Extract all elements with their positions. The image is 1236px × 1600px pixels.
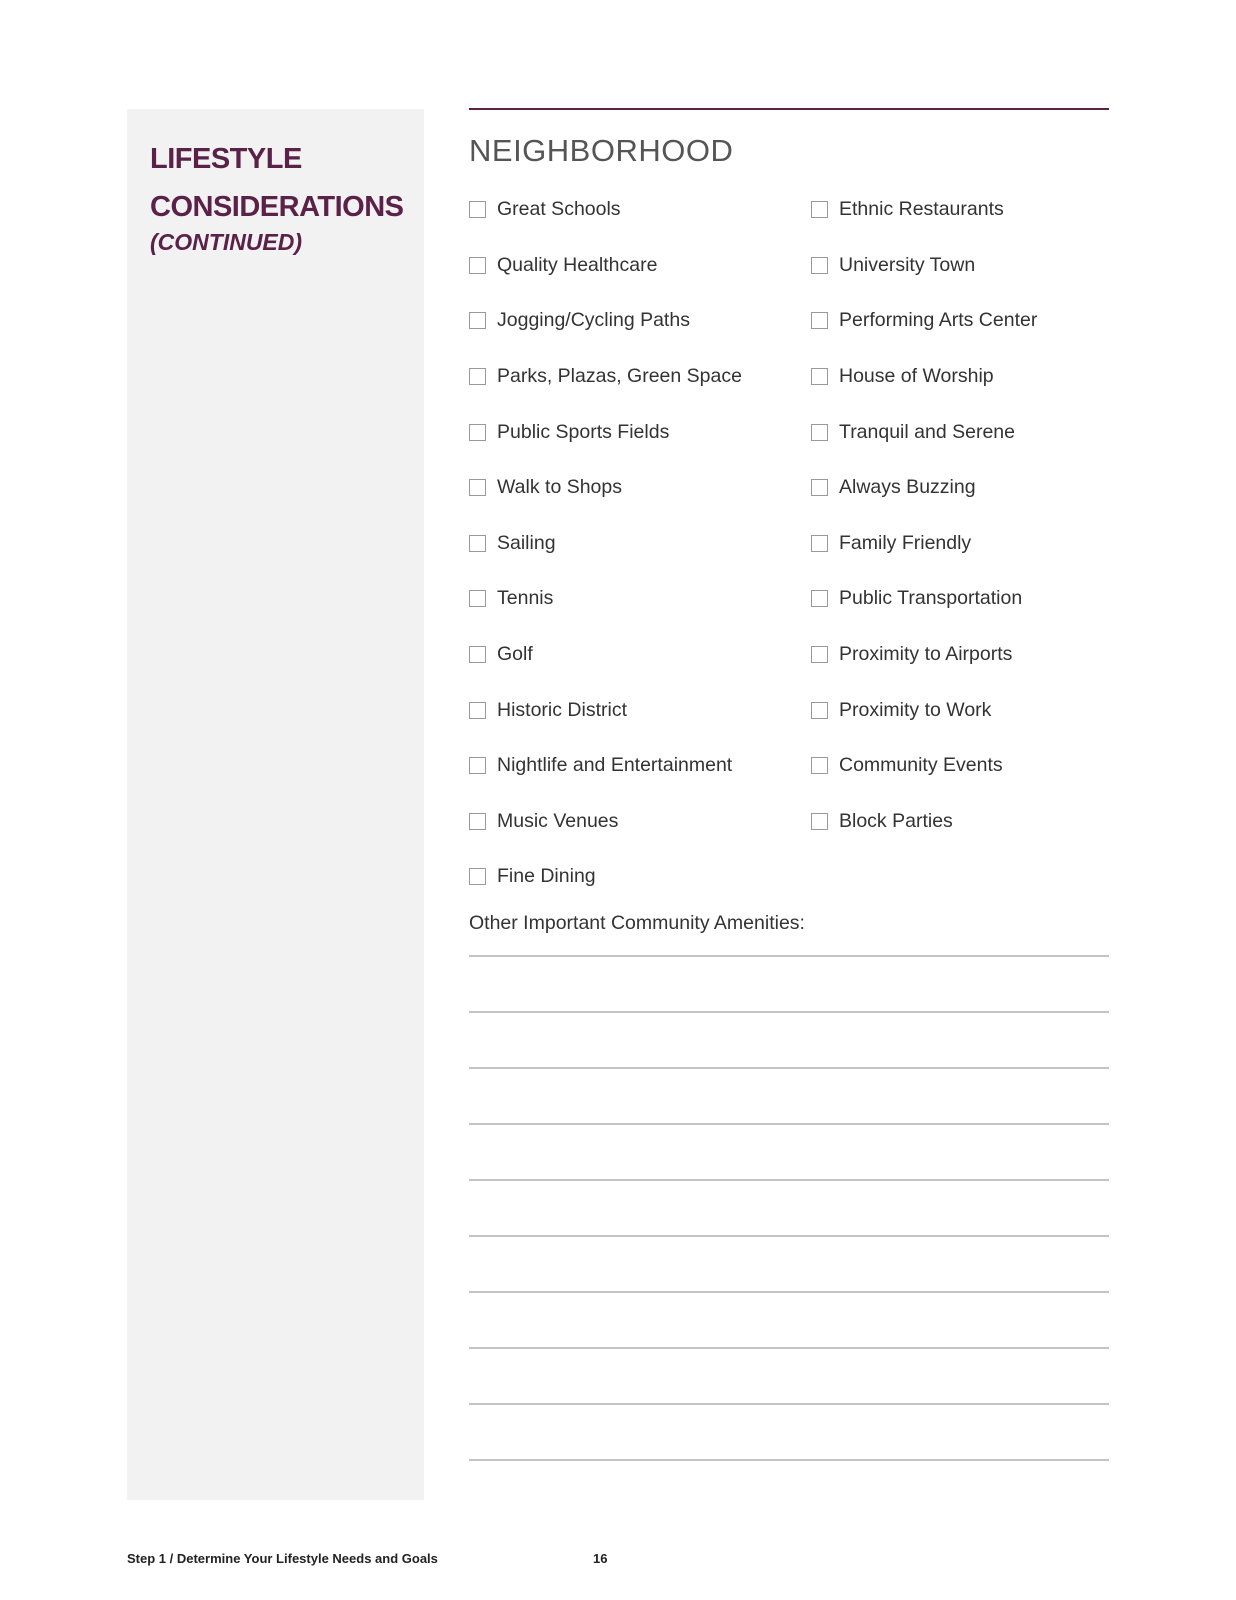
footer-step-label: Step 1 / Determine Your Lifestyle Needs and Goals — [127, 1551, 438, 1566]
checklist-item[interactable] — [469, 190, 799, 246]
sidebar-title — [150, 135, 420, 231]
checklist-item[interactable] — [469, 301, 799, 357]
checkbox-icon[interactable] — [469, 201, 486, 218]
checklist-item-label: Performing Arts Center — [839, 309, 1038, 332]
checklist-item-label: House of Worship — [839, 365, 994, 388]
checkbox-icon[interactable] — [469, 368, 486, 385]
checkbox-icon[interactable] — [811, 424, 828, 441]
section-top-rule — [469, 108, 1109, 110]
checkbox-icon[interactable] — [469, 646, 486, 663]
sidebar-title-line1: LIFESTYLE — [150, 143, 302, 175]
checklist-item[interactable] — [811, 802, 1141, 858]
checkbox-icon[interactable] — [469, 757, 486, 774]
checklist-item-label: Always Buzzing — [839, 476, 976, 499]
write-in-line[interactable] — [469, 1011, 1109, 1013]
checkbox-icon[interactable] — [469, 312, 486, 329]
checklist-item[interactable] — [811, 357, 1141, 413]
checklist-item-label: Community Events — [839, 754, 1003, 777]
checklist-item-label: Fine Dining — [497, 865, 596, 888]
checklist-item[interactable] — [811, 246, 1141, 302]
sidebar-subtitle: (CONTINUED) — [150, 229, 303, 255]
sidebar-title-line2: CONSIDERATIONS — [150, 191, 404, 223]
write-in-line[interactable] — [469, 1179, 1109, 1181]
checklist-item[interactable] — [469, 468, 799, 524]
write-in-line[interactable] — [469, 1403, 1109, 1405]
checkbox-icon[interactable] — [469, 590, 486, 607]
footer-page-number: 16 — [593, 1551, 608, 1566]
checkbox-icon[interactable] — [469, 702, 486, 719]
checklist-item-label: Public Transportation — [839, 587, 1023, 610]
checklist-item[interactable] — [811, 190, 1141, 246]
checklist-item[interactable] — [811, 301, 1141, 357]
checkbox-icon[interactable] — [811, 813, 828, 830]
checkbox-icon[interactable] — [811, 312, 828, 329]
checkbox-icon[interactable] — [811, 257, 828, 274]
checklist-item-label: Proximity to Airports — [839, 643, 1013, 666]
checklist-item[interactable] — [469, 412, 799, 468]
checklist-item[interactable] — [469, 635, 799, 691]
checklist-item-label: Jogging/Cycling Paths — [497, 309, 690, 332]
checklist-item-label: Great Schools — [497, 198, 621, 221]
checklist-item[interactable] — [469, 246, 799, 302]
checkbox-icon[interactable] — [469, 868, 486, 885]
checklist-item-label: Ethnic Restaurants — [839, 198, 1004, 221]
section-title: NEIGHBORHOOD — [469, 133, 734, 168]
checklist-item[interactable] — [469, 357, 799, 413]
checklist-item-label: Public Sports Fields — [497, 420, 670, 443]
write-in-line[interactable] — [469, 1347, 1109, 1349]
checklist-item[interactable] — [469, 857, 799, 913]
checklist-item[interactable] — [811, 635, 1141, 691]
write-in-line[interactable] — [469, 1459, 1109, 1461]
checklist-item-label: Parks, Plazas, Green Space — [497, 365, 742, 388]
checkbox-icon[interactable] — [469, 813, 486, 830]
checklist-item[interactable] — [811, 412, 1141, 468]
checklist-item[interactable] — [469, 524, 799, 580]
checklist-item-label: Tennis — [497, 587, 554, 610]
checklist-item[interactable] — [469, 746, 799, 802]
checkbox-icon[interactable] — [811, 201, 828, 218]
checklist-item-label: Walk to Shops — [497, 476, 622, 499]
checklist-item[interactable] — [811, 468, 1141, 524]
checklist-item[interactable] — [811, 746, 1141, 802]
sidebar-panel — [127, 109, 424, 1500]
checklist-item-label: Quality Healthcare — [497, 253, 658, 276]
write-in-line[interactable] — [469, 1291, 1109, 1293]
other-amenities-label: Other Important Community Amenities: — [469, 912, 805, 934]
checklist-item-label: University Town — [839, 253, 976, 276]
checklist-item-label: Block Parties — [839, 809, 953, 832]
checkbox-icon[interactable] — [469, 257, 486, 274]
write-in-line[interactable] — [469, 1123, 1109, 1125]
checklist-item-label: Music Venues — [497, 809, 619, 832]
checklist-item[interactable] — [469, 690, 799, 746]
checkbox-icon[interactable] — [469, 535, 486, 552]
checklist-item[interactable] — [811, 579, 1141, 635]
checklist-item[interactable] — [811, 690, 1141, 746]
write-in-line[interactable] — [469, 1067, 1109, 1069]
checklist-right-column — [811, 190, 1141, 857]
checkbox-icon[interactable] — [469, 479, 486, 496]
write-in-line[interactable] — [469, 1235, 1109, 1237]
checkbox-icon[interactable] — [811, 535, 828, 552]
checkbox-icon[interactable] — [811, 646, 828, 663]
checklist-item-label: Sailing — [497, 531, 556, 554]
checkbox-icon[interactable] — [811, 590, 828, 607]
checklist-item-label: Nightlife and Entertainment — [497, 754, 733, 777]
checkbox-icon[interactable] — [469, 424, 486, 441]
checklist-item-label: Golf — [497, 643, 533, 666]
checklist-item-label: Tranquil and Serene — [839, 420, 1015, 443]
write-in-line[interactable] — [469, 955, 1109, 957]
checklist-item-label: Historic District — [497, 698, 627, 721]
checklist-item-label: Family Friendly — [839, 531, 972, 554]
checklist-item-label: Proximity to Work — [839, 698, 992, 721]
checklist-item[interactable] — [469, 802, 799, 858]
checkbox-icon[interactable] — [811, 702, 828, 719]
checkbox-icon[interactable] — [811, 368, 828, 385]
checklist-left-column — [469, 190, 799, 913]
checkbox-icon[interactable] — [811, 479, 828, 496]
checklist-item[interactable] — [469, 579, 799, 635]
checklist-item[interactable] — [811, 524, 1141, 580]
checkbox-icon[interactable] — [811, 757, 828, 774]
